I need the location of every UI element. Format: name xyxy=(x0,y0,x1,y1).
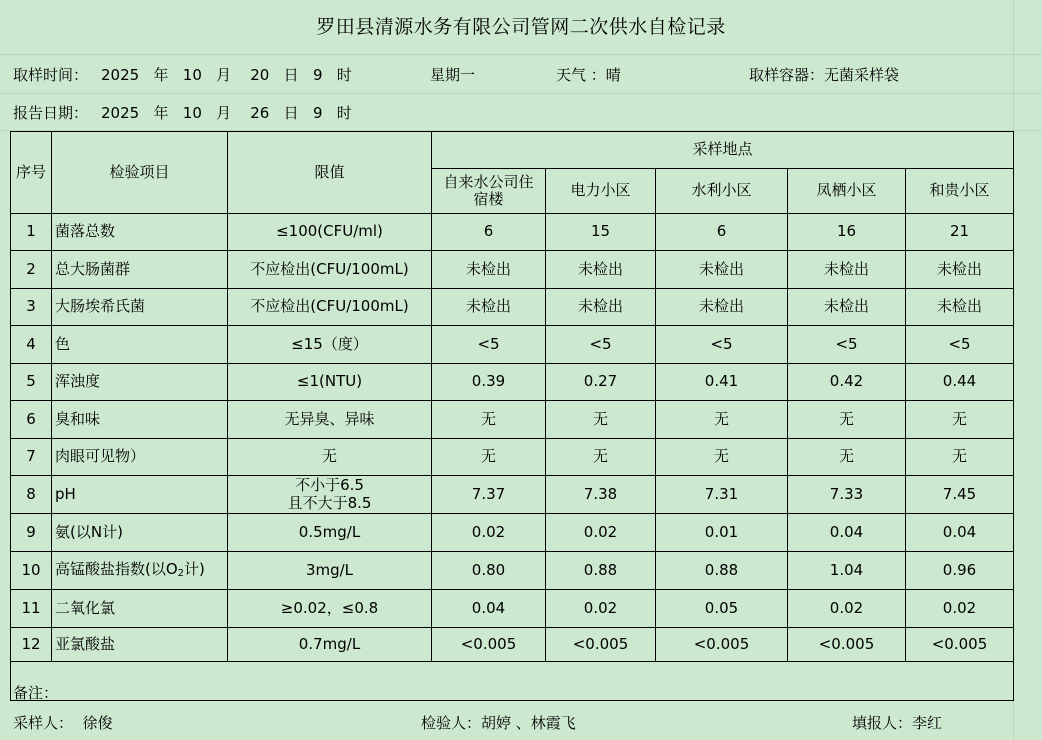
cell-value: 6 xyxy=(656,214,788,251)
cell-value: 0.02 xyxy=(906,590,1014,628)
cell-value: 0.39 xyxy=(432,364,546,401)
cell-no: 3 xyxy=(11,289,52,326)
sampler: 采样人： 徐俊 xyxy=(13,714,113,732)
header-site: 水利小区 xyxy=(656,169,788,214)
table-row xyxy=(11,628,1014,662)
header-site: 电力小区 xyxy=(546,169,656,214)
cell-limit: 不应检出(CFU/100mL) xyxy=(228,289,432,326)
document-title: 罗田县清源水务有限公司管网二次供水自检记录 xyxy=(316,16,726,38)
cell-no: 6 xyxy=(11,401,52,439)
report-date-value: 2025 年 10 月 26 日 9 时 xyxy=(101,104,352,122)
cell-value: 0.04 xyxy=(432,590,546,628)
cell-value: 0.42 xyxy=(788,364,906,401)
cell-value: 未检出 xyxy=(432,289,546,326)
cell-item: 浑浊度 xyxy=(52,364,228,401)
cell-value: 7.45 xyxy=(906,476,1014,514)
cell-no: 9 xyxy=(11,514,52,552)
cell-value: 0.04 xyxy=(788,514,906,552)
header-site xyxy=(432,169,546,214)
table-row xyxy=(11,552,1014,590)
cell-value: 0.80 xyxy=(432,552,546,590)
cell-item: 色 xyxy=(52,326,228,364)
cell-value: <0.005 xyxy=(788,628,906,662)
inspector: 检验人：胡婷 、林霞飞 xyxy=(421,714,576,732)
cell-item: 二氧化氯 xyxy=(52,590,228,628)
report-date-label: 报告日期： xyxy=(13,104,89,122)
remarks-box xyxy=(10,662,1014,701)
cell-limit-line: 且不大于8.5 xyxy=(287,493,372,512)
header-row xyxy=(11,132,1014,169)
cell-value: <5 xyxy=(906,326,1014,364)
cell-value: 0.01 xyxy=(656,514,788,552)
cell-value: 0.41 xyxy=(656,364,788,401)
cell-no: 8 xyxy=(11,476,52,514)
cell-item: 菌落总数 xyxy=(52,214,228,251)
cell-value: 0.02 xyxy=(546,514,656,552)
cell-value: <5 xyxy=(546,326,656,364)
cell-item: 大肠埃希氏菌 xyxy=(52,289,228,326)
cell-no: 10 xyxy=(11,552,52,590)
cell-value: 未检出 xyxy=(788,289,906,326)
inspection-table xyxy=(10,131,1014,662)
gridline xyxy=(0,93,1042,94)
cell-item xyxy=(52,552,228,590)
table-row xyxy=(11,251,1014,289)
cell-value: 无 xyxy=(432,401,546,439)
cell-value: 0.04 xyxy=(906,514,1014,552)
cell-value: 0.88 xyxy=(546,552,656,590)
filler: 填报人：李红 xyxy=(852,714,943,732)
cell-value: <5 xyxy=(656,326,788,364)
cell-value: <5 xyxy=(432,326,546,364)
cell-value: 0.88 xyxy=(656,552,788,590)
cell-no: 2 xyxy=(11,251,52,289)
cell-value: 21 xyxy=(906,214,1014,251)
cell-value: <0.005 xyxy=(656,628,788,662)
cell-value: 无 xyxy=(656,401,788,439)
cell-value: 无 xyxy=(656,439,788,476)
cell-limit: ≤1(NTU) xyxy=(228,364,432,401)
cell-limit: 无 xyxy=(228,439,432,476)
cell-value: 7.31 xyxy=(656,476,788,514)
cell-limit: 3mg/L xyxy=(228,552,432,590)
cell-no: 11 xyxy=(11,590,52,628)
cell-value: 7.37 xyxy=(432,476,546,514)
cell-limit: ≥0.02，≤0.8 xyxy=(228,590,432,628)
cell-limit: 不应检出(CFU/100mL) xyxy=(228,251,432,289)
cell-limit-line: 不小于6.5 xyxy=(295,476,364,495)
cell-value: 无 xyxy=(788,439,906,476)
cell-no: 5 xyxy=(11,364,52,401)
table-row xyxy=(11,590,1014,628)
cell-limit: ≤100(CFU/ml) xyxy=(228,214,432,251)
table-row xyxy=(11,439,1014,476)
cell-value: 未检出 xyxy=(432,251,546,289)
cell-value: 0.02 xyxy=(788,590,906,628)
cell-value: 0.05 xyxy=(656,590,788,628)
cell-value: 15 xyxy=(546,214,656,251)
cell-limit: 0.5mg/L xyxy=(228,514,432,552)
table-row xyxy=(11,476,1014,514)
sample-time-value: 2025 年 10 月 20 日 9 时 xyxy=(101,66,352,84)
cell-value: 7.33 xyxy=(788,476,906,514)
cell-limit: 0.7mg/L xyxy=(228,628,432,662)
table-row xyxy=(11,289,1014,326)
cell-value: 0.02 xyxy=(546,590,656,628)
cell-value: 未检出 xyxy=(546,251,656,289)
cell-value: 未检出 xyxy=(906,289,1014,326)
cell-limit: ≤15（度） xyxy=(228,326,432,364)
cell-value: 无 xyxy=(788,401,906,439)
cell-item: 肉眼可见物） xyxy=(52,439,228,476)
header-limit: 限值 xyxy=(228,132,432,214)
cell-value: 6 xyxy=(432,214,546,251)
cell-value: 7.38 xyxy=(546,476,656,514)
cell-value: 0.02 xyxy=(432,514,546,552)
cell-value: 0.96 xyxy=(906,552,1014,590)
cell-value: 无 xyxy=(546,401,656,439)
cell-item: 臭和味 xyxy=(52,401,228,439)
table-row xyxy=(11,514,1014,552)
cell-item: pH xyxy=(52,476,228,514)
cell-item: 氨(以N计) xyxy=(52,514,228,552)
header-site: 和贵小区 xyxy=(906,169,1014,214)
cell-value: 16 xyxy=(788,214,906,251)
sample-container: 取样容器：无菌采样袋 xyxy=(749,66,900,84)
cell-limit xyxy=(228,476,432,514)
table-row xyxy=(11,364,1014,401)
cell-value: <5 xyxy=(788,326,906,364)
cell-limit: 无异臭、异味 xyxy=(228,401,432,439)
cell-no: 4 xyxy=(11,326,52,364)
table-row xyxy=(11,214,1014,251)
cell-value: 无 xyxy=(906,439,1014,476)
table-row xyxy=(11,326,1014,364)
weekday: 星期一 xyxy=(430,66,476,84)
cell-value: 未检出 xyxy=(906,251,1014,289)
cell-item: 亚氯酸盐 xyxy=(52,628,228,662)
cell-value: 无 xyxy=(432,439,546,476)
cell-no: 12 xyxy=(11,628,52,662)
cell-value: <0.005 xyxy=(906,628,1014,662)
cell-value: 无 xyxy=(906,401,1014,439)
cell-value: 0.44 xyxy=(906,364,1014,401)
cell-value: 未检出 xyxy=(788,251,906,289)
cell-item-text: 高锰酸盐指数(以O xyxy=(55,560,178,579)
header-site-line: 自来水公司住 xyxy=(443,172,534,191)
sample-time-label: 取样时间： xyxy=(13,66,89,84)
cell-value: 1.04 xyxy=(788,552,906,590)
header-item: 检验项目 xyxy=(52,132,228,214)
cell-no: 1 xyxy=(11,214,52,251)
cell-item: 总大肠菌群 xyxy=(52,251,228,289)
cell-item-subscript: 2 xyxy=(177,568,185,580)
weather: 天气 ：晴 xyxy=(556,66,621,84)
table-row xyxy=(11,401,1014,439)
gridline xyxy=(0,54,1042,55)
cell-item-text: 计) xyxy=(184,560,205,579)
cell-value: <0.005 xyxy=(432,628,546,662)
header-index: 序号 xyxy=(11,132,52,214)
header-site: 凤栖小区 xyxy=(788,169,906,214)
remarks-label: 备注： xyxy=(13,684,59,702)
header-sites-group: 采样地点 xyxy=(432,132,1014,169)
cell-value: <0.005 xyxy=(546,628,656,662)
header-site-line: 宿楼 xyxy=(473,190,504,208)
cell-value: 未检出 xyxy=(656,251,788,289)
cell-value: 未检出 xyxy=(546,289,656,326)
cell-value: 未检出 xyxy=(656,289,788,326)
cell-no: 7 xyxy=(11,439,52,476)
cell-value: 0.27 xyxy=(546,364,656,401)
cell-value: 无 xyxy=(546,439,656,476)
